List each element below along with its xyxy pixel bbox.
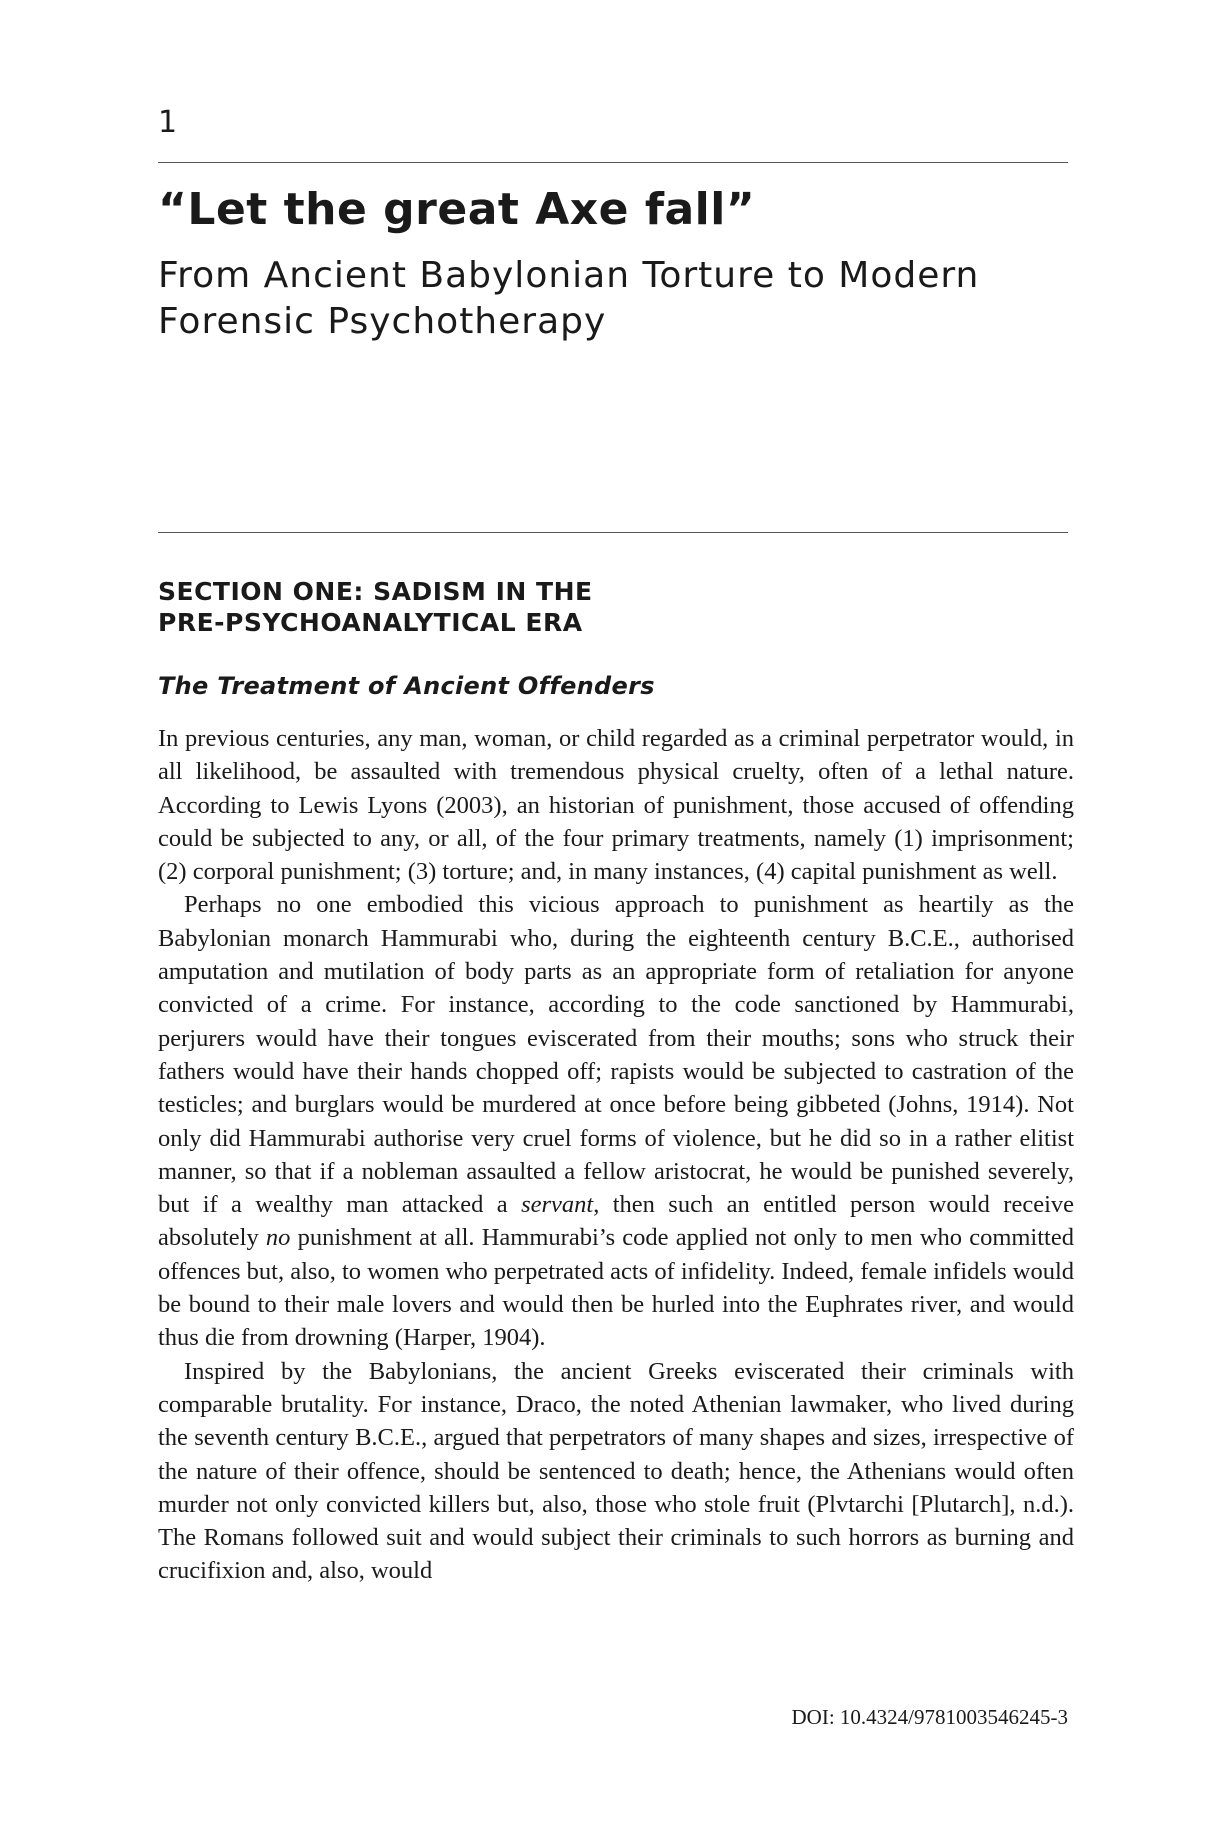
doi-footer: DOI: 10.4324/9781003546245-3 <box>791 1705 1068 1729</box>
paragraph-3: Inspired by the Babylonians, the ancient Greeks eviscerated their criminals with comparable brutality. For instance, Draco, the noted Athenian lawmaker, who lived during the seventh century B.C.E., argued that perpetrators of many shapes and sizes, irrespective of the nature of their offence, should be sentenced to death; hence, the Athenians would often murder not only convicted killers but, also, those who stole fruit (Plvtarchi [Plutarch], n.d.). The Romans followed suit and would subject their criminals to such horrors as burning and crucifixion and, also, would <box>158 1357 1074 1585</box>
section-heading-line-2: PRE-PSYCHOANALYTICAL ERA <box>158 608 583 637</box>
paragraph-2-part-1: Perhaps no one embodied this vicious approach to punishment as heartily as the Babylonian monarch Hammurabi who, during the eighteenth century B.C.E., authorised amputation and mutilation of body parts as an appropriate form of retaliation for anyone convicted of a crime. For instance, according to the code sanctioned by Hammurabi, perjurers would have their tongues eviscerated from their mouths; sons who struck their fathers would have their hands chopped off; rapists would be subjected to castration of the testicles; and burglars would be murdered at once before being gibbeted (Johns, 1914). Not only did Hammurabi authorise very cruel forms of violence, but he did so in a rather elitist manner, so that if a nobleman assaulted a fellow aristocrat, he would be punished severely, but if a wealthy man attacked a <box>158 891 1074 1219</box>
section-heading <box>158 576 1058 638</box>
emphasis-no: no <box>265 1224 291 1252</box>
paragraph-2 <box>158 888 1074 1354</box>
top-divider <box>158 162 1068 163</box>
middle-divider <box>158 532 1068 533</box>
paragraph-2-part-2: , then such an entitled person would receive absolutely <box>158 1191 1074 1252</box>
chapter-subtitle: From Ancient Babylonian Torture to Modern Forensic Psychotherapy <box>158 255 980 342</box>
body-text <box>158 722 1074 1588</box>
section-heading-line-1: SECTION ONE: SADISM IN THE <box>158 577 593 606</box>
subsection-heading: The Treatment of Ancient Offenders <box>158 672 655 700</box>
chapter-number: 1 <box>158 105 178 140</box>
chapter-title: “Let the great Axe fall” <box>158 184 756 235</box>
paragraph-2-part-3: punishment at all. Hammurabi’s code applied not only to men who committed offences but, also, to women who perpetrated acts of infidelity. Indeed, female infidels would be bound to their male lovers and would then be hurled into the Euphrates river, and would thus die from drowning (Harper, 1904). <box>158 1224 1074 1352</box>
paragraph-1: In previous centuries, any man, woman, or child regarded as a criminal perpetrator would, in all likelihood, be assaulted with tremendous physical cruelty, often of a lethal nature. According to Lewis Lyons (2003), an historian of punishment, those accused of offending could be subjected to any, or all, of the four primary treatments, namely (1) imprisonment; (2) corporal punishment; (3) torture; and, in many instances, (4) capital punishment as well. <box>158 725 1074 886</box>
emphasis-servant: servant <box>521 1191 594 1219</box>
